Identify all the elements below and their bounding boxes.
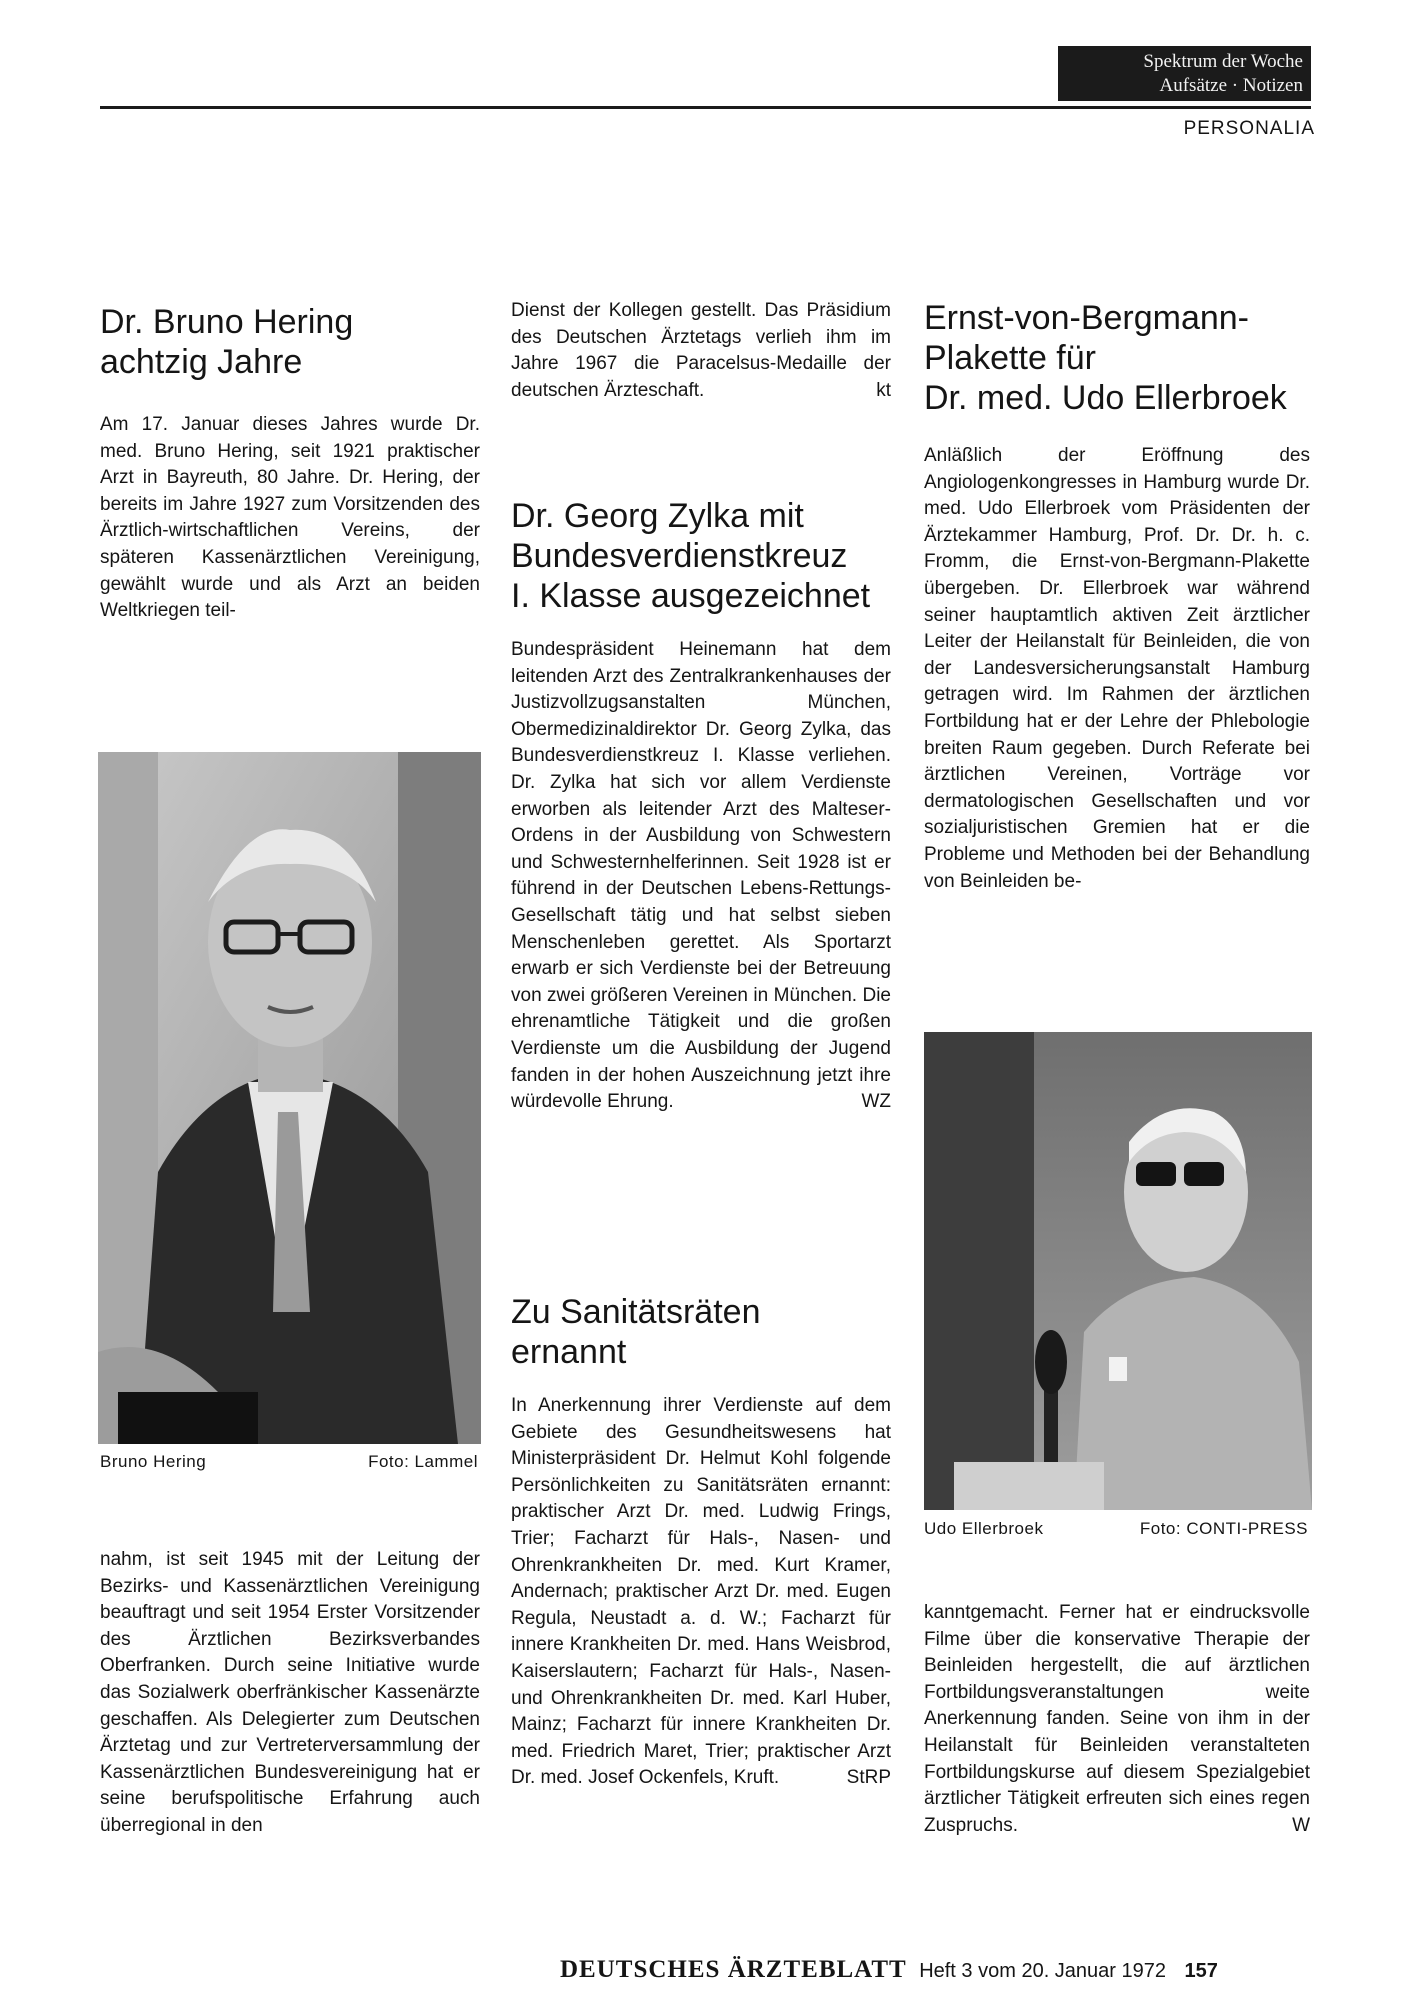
header-rule	[100, 106, 1311, 109]
title-line: Plakette für	[924, 339, 1096, 377]
photo-udo-ellerbroek	[924, 1032, 1312, 1510]
photo-bruno-hering	[98, 752, 481, 1444]
article-ellerbroek-body	[924, 443, 1310, 895]
paragraph: Dienst der Kollegen gestellt. Das Präsidium des Deutschen Ärztetags verlieh ihm im Jahre 1967 die Paracelsus-Medaille der deutschen Ärzteschaft.	[511, 300, 891, 401]
article-zylka-body	[511, 637, 891, 1116]
page-number: 157	[1184, 1960, 1218, 1982]
paragraph: Am 17. Januar dieses Jahres wurde Dr. med. Bruno Hering, seit 1921 praktischer Arzt in Bayreuth, 80 Jahre. Dr. Hering, der bereits im Jahre 1927 zum Vorsitzenden des Ärztlich-wirtschaftlichen Vereins, der späteren Kassenärztlichen Vereinigung, gewählt wurde und als Arzt an beiden Weltkriegen teil-	[100, 414, 480, 622]
author-signature: kt	[876, 379, 891, 401]
title-line: Bundesverdienstkreuz	[511, 537, 848, 575]
portrait-image	[98, 752, 481, 1444]
paragraph: Anläßlich der Eröffnung des Angiologenkongresses in Hamburg wurde Dr. med. Udo Ellerbroek vom Präsidenten der Ärztekammer Hamburg, Prof. Dr. Dr. h. c. Fromm, die Ernst-von-Bergmann-Plakette übergeben. Dr. Ellerbroek war während seiner hauptamtlich aktiven Zeit ärztlicher Leiter der Heilanstalt für Beinleiden, die von der Landesversicherungsanstalt Hamburg getragen wird. Im Rahmen der ärztlichen Fortbildung hat er der Lehre der Phlebologie breiten Raum gegeben. Durch Referate bei ärztlichen Vereinen, Vorträge vor dermatologischen Gesellschaften und vor sozialjuristischen Gremien hat er die Probleme und Methoden bei der Behandlung von Beinleiden be-	[924, 445, 1310, 892]
caption-name: Udo Ellerbroek	[924, 1519, 1044, 1538]
article-ellerbroek-body-continued	[924, 1600, 1310, 1839]
article-hering-body-end	[511, 298, 891, 404]
photo-caption-hering	[100, 1452, 478, 1472]
title-line: Ernst-von-Bergmann-	[924, 299, 1250, 337]
title-line: ernannt	[511, 1333, 627, 1371]
caption-credit: Foto: CONTI-PRESS	[1139, 1519, 1308, 1538]
title-line: Dr. med. Udo Ellerbroek	[924, 379, 1287, 417]
author-signature: WZ	[861, 1091, 891, 1113]
author-signature: W	[1292, 1814, 1310, 1836]
article-sanitaetsraete-title	[511, 1292, 760, 1372]
section-label-line2: Aufsätze · Notizen	[1159, 75, 1303, 96]
article-hering-body	[100, 412, 480, 625]
article-zylka-title	[511, 496, 870, 616]
paragraph: nahm, ist seit 1945 mit der Leitung der Bezirks- und Kassenärztlichen Vereinigung beauftragt und seit 1954 Erster Vorsitzender des Ärztlichen Bezirksverbandes Oberfranken. Durch seine Initiative wurde das Sozialwerk oberfränkischer Kassenärzte geschaffen. Als Delegierter zum Deutschen Ärztetag und zur Vertreterversammlung der Kassenärztlichen Bundesvereinigung hat er seine berufspolitische Erfahrung auch überregional in den	[100, 1549, 480, 1836]
section-label-box	[1058, 46, 1311, 101]
article-hering-title	[100, 302, 353, 382]
author-signature: StRP	[846, 1767, 891, 1789]
title-line: Dr. Bruno Hering	[100, 303, 354, 341]
speaker-image	[924, 1032, 1312, 1510]
title-line: I. Klasse ausgezeichnet	[511, 577, 871, 615]
article-hering-body-continued	[100, 1547, 480, 1840]
section-title: PERSONALIA	[1183, 118, 1315, 139]
article-sanitaetsraete-body	[511, 1393, 891, 1792]
title-line: Dr. Georg Zylka mit	[511, 497, 804, 535]
title-line: Zu Sanitätsräten	[511, 1293, 761, 1331]
caption-name: Bruno Hering	[100, 1452, 207, 1471]
paragraph: Bundespräsident Heinemann hat dem leitenden Arzt des Zentralkrankenhauses der Justizvollzugsanstalten München, Obermedizinaldirektor Dr. Georg Zylka, das Bundesverdienstkreuz I. Klasse verliehen. Dr. Zylka hat sich vor allem Verdienste erworben als leitender Arzt des Malteser-Ordens in der Ausbildung von Schwestern und Schwesternhelferinnen. Seit 1928 ist er führend in der Deutschen Lebens-Rettungs-Gesellschaft tätig und hat selbst sieben Menschenleben gerettet. Als Sportarzt erwarb er sich Verdienste bei der Betreuung von zwei größeren Vereinen in München. Die ehrenamtliche Tätigkeit und die großen Verdienste um die Ausbildung der Jugend fanden in der hohen Auszeichnung jetzt ihre würdevolle Ehrung.	[511, 639, 891, 1113]
photo-caption-ellerbroek	[924, 1519, 1308, 1539]
paragraph: In Anerkennung ihrer Verdienste auf dem Gebiete des Gesundheitswesens hat Ministerpräsident Dr. Helmut Kohl folgende Persönlichkeiten zu Sanitätsräten ernannt: praktischer Arzt Dr. med. Ludwig Frings, Trier; Facharzt für Hals-, Nasen- und Ohrenkrankheiten Dr. med. Kurt Kramer, Andernach; praktischer Arzt Dr. med. Eugen Regula, Neustadt a. d. W.; Facharzt für innere Krankheiten Dr. med. Hans Weisbrod, Kaiserslautern; Facharzt für Hals-, Nasen- und Ohrenkrankheiten Dr. med. Karl Huber, Mainz; Facharzt für innere Krankheiten Dr. med. Friedrich Maret, Trier; praktischer Arzt Dr. med. Josef Ockenfels, Kruft.	[511, 1395, 891, 1789]
paragraph: kanntgemacht. Ferner hat er eindrucksvolle Filme über die konservative Therapie der Beinleiden hergestellt, die auf ärztlichen Fortbildungsveranstaltungen weite Anerkennung fanden. Seine von ihm in der Heilanstalt für Beinleiden veranstalteten Fortbildungskurse auf diesem Spezialgebiet ärztlicher Tätigkeit erfreuten sich eines regen Zuspruchs.	[924, 1602, 1310, 1836]
article-ellerbroek-title	[924, 298, 1287, 418]
page-footer	[560, 1956, 1310, 1984]
title-line: achtzig Jahre	[100, 343, 303, 381]
section-label-line1: Spektrum der Woche	[1143, 51, 1303, 72]
journal-masthead: DEUTSCHES ÄRZTEBLATT	[560, 1956, 907, 1983]
issue-info: Heft 3 vom 20. Januar 1972	[919, 1960, 1167, 1982]
caption-credit: Foto: Lammel	[368, 1452, 478, 1471]
